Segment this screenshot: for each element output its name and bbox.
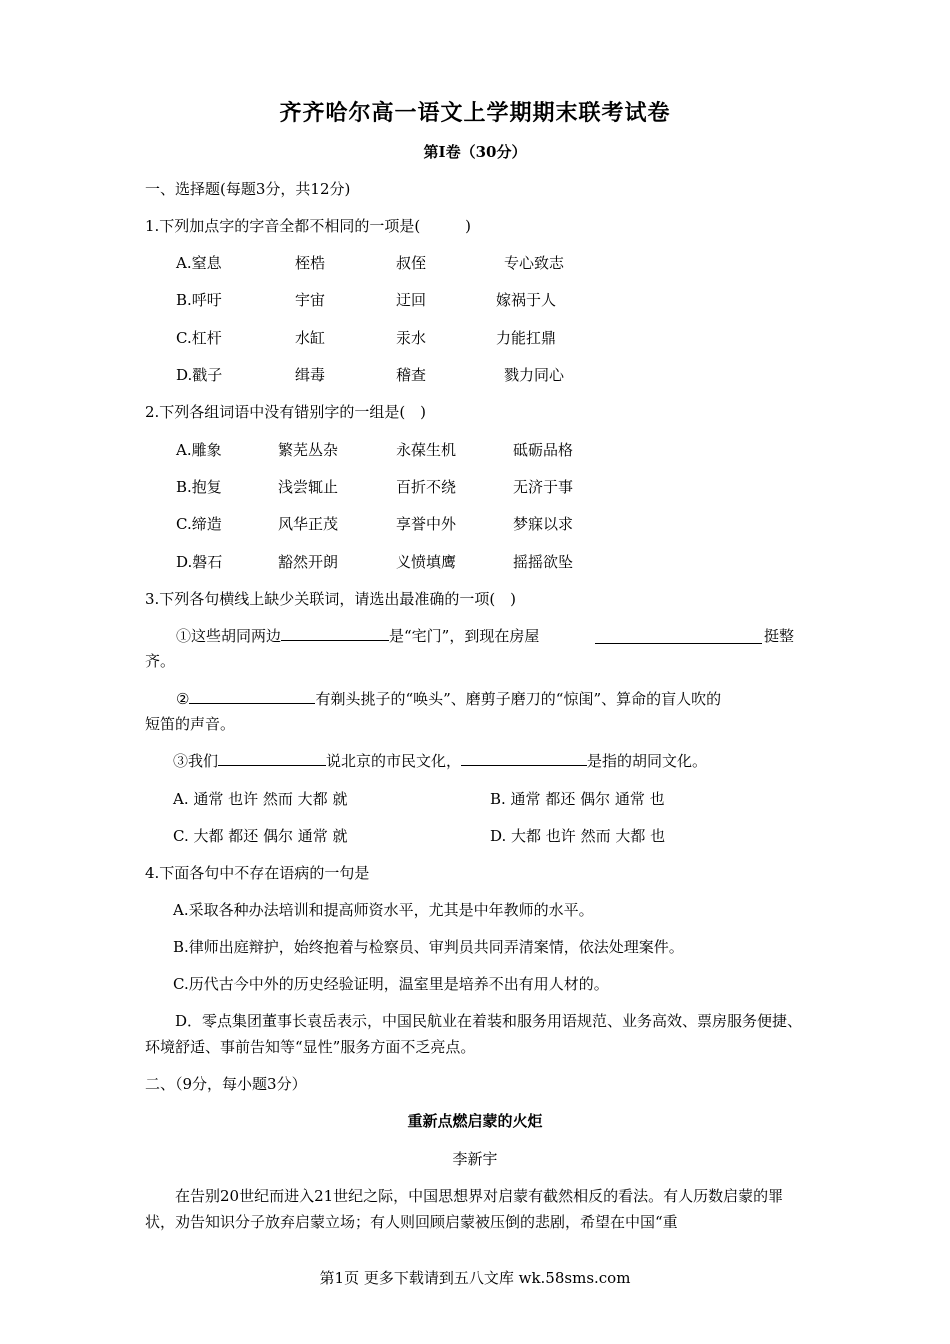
q2-option-d-word4: 摇摇欲坠 (513, 553, 574, 571)
q4-option-c: C.历代古今中外的历史经验证明，温室里是培养不出有用人材的。 (173, 975, 609, 993)
q2-option-b-word2: 浅尝辄止 (278, 478, 339, 496)
q2-option-b-label: B.抱复 (176, 478, 222, 496)
q3-s1-blank-1 (281, 625, 389, 641)
volume-subtitle: 第Ⅰ卷（30分） (423, 143, 527, 161)
q2-option-a-word2: 繁芜丛杂 (278, 441, 339, 459)
q2-option-b-word3: 百折不绕 (396, 478, 457, 496)
q1-option-a-word4: 专心致志 (504, 254, 565, 272)
q1-stem: 1.下列加点字的字音全都不相同的一项是( ) (145, 217, 472, 235)
q1-option-b-word3: 迂回 (396, 291, 427, 309)
q3-s2-text-a: ② (176, 690, 190, 708)
page-title: 齐齐哈尔高一语文上学期期末联考试卷 (279, 100, 671, 126)
section-1-heading: 一、选择题(每题3分，共12分) (145, 180, 351, 198)
q3-option-c: C. 大都 都还 偶尔 通常 就 (173, 827, 348, 845)
q3-option-d: D. 大都 也许 然而 大都 也 (490, 827, 666, 845)
q3-s1-text-b: 是“宅门”，到现在房屋 (389, 627, 540, 645)
q3-sentence-1 (176, 625, 539, 647)
q1-option-d-word2: 缉毒 (295, 366, 326, 384)
article-body: 在告别20世纪而进入21世纪之际，中国思想界对启蒙有截然相反的看法。有人历数启蒙的罪状，劝告知识分子放弃启蒙立场；有人则回顾启蒙被压倒的悲剧，希望在中国“重 (145, 1187, 784, 1231)
q3-s3-text-b: 说北京的市民文化， (326, 752, 462, 770)
q3-sentence-3 (173, 750, 707, 772)
page-footer: 第1页 更多下载请到五八文库 wk.58sms.com (319, 1269, 631, 1287)
q3-s1-text-c: 挺整 (764, 627, 795, 645)
q4-option-a: A.采取各种办法培训和提高师资水平，尤其是中年教师的水平。 (173, 901, 594, 919)
q3-s3-text-c: 是指的胡同文化。 (587, 752, 708, 770)
q2-option-c-word4: 梦寐以求 (513, 515, 574, 533)
q3-s1-text-d: 齐。 (145, 652, 176, 670)
article-title: 重新点燃启蒙的火炬 (407, 1112, 543, 1130)
q3-s3-blank-1 (218, 750, 326, 766)
q2-stem: 2.下列各组词语中没有错别字的一组是( ) (145, 403, 427, 421)
q3-option-a: A. 通常 也许 然而 大都 就 (173, 790, 348, 808)
q1-option-a-word2: 桎梏 (295, 254, 326, 272)
q2-option-d-word2: 豁然开朗 (278, 553, 339, 571)
q3-s3-text-a: ③我们 (173, 752, 219, 770)
q3-sentence-2 (176, 688, 721, 710)
q1-option-c-word4: 力能扛鼎 (496, 329, 557, 347)
q1-option-c-label: C.杠杆 (176, 329, 222, 347)
q1-option-b-label: B.呼吁 (176, 291, 222, 309)
q1-option-c-word2: 水缸 (295, 329, 326, 347)
q3-s2-blank-1 (189, 688, 315, 704)
q2-option-d-label: D.磐石 (176, 553, 223, 571)
q3-s3-blank-2 (461, 750, 587, 766)
section-2-heading: 二、（9分，每小题3分） (145, 1075, 307, 1093)
q3-stem: 3.下列各句横线上缺少关联词，请选出最准确的一项( ) (145, 590, 517, 608)
q3-s2-text-b: 有剃头挑子的“唤头”、磨剪子磨刀的“惊闺”、算命的盲人吹的 (315, 690, 722, 708)
q4-stem: 4.下面各句中不存在语病的一句是 (145, 864, 370, 882)
q4-option-d: D．零点集团董事长袁岳表示，中国民航业在着装和服务用语规范、业务高效、票房服务便捷、环境舒适、事前告知等“显性”服务方面不乏亮点。 (145, 1012, 803, 1056)
q3-s2-text-c: 短笛的声音。 (145, 715, 236, 733)
q2-option-a-label: A.雕象 (176, 441, 222, 459)
q3-s1-text-a: ①这些胡同两边 (176, 627, 282, 645)
q1-option-d-label: D.戳子 (176, 366, 223, 384)
q2-option-c-word3: 享誉中外 (396, 515, 457, 533)
article-author: 李新宇 (452, 1150, 498, 1168)
q3-option-b: B. 通常 都还 偶尔 通常 也 (490, 790, 665, 808)
q1-option-d-word3: 稽查 (396, 366, 427, 384)
q1-option-b-word4: 嫁祸于人 (496, 291, 557, 309)
q2-option-d-word3: 义愤填鹰 (396, 553, 457, 571)
q1-option-a-word3: 叔侄 (396, 254, 427, 272)
q2-option-c-label: C.缔造 (176, 515, 222, 533)
q2-option-c-word2: 风华正茂 (278, 515, 339, 533)
q1-option-a-label: A.窒息 (176, 254, 222, 272)
q3-s1-blank-2 (595, 628, 762, 644)
q2-option-a-word3: 永葆生机 (396, 441, 457, 459)
q2-option-a-word4: 砥砺品格 (513, 441, 574, 459)
q4-option-b: B.律师出庭辩护，始终抱着与检察员、审判员共同弄清案情，依法处理案件。 (173, 938, 684, 956)
q1-option-d-word4: 戮力同心 (504, 366, 565, 384)
q1-option-b-word2: 宇宙 (295, 291, 326, 309)
q1-option-c-word3: 汞水 (396, 329, 427, 347)
q2-option-b-word4: 无济于事 (513, 478, 574, 496)
